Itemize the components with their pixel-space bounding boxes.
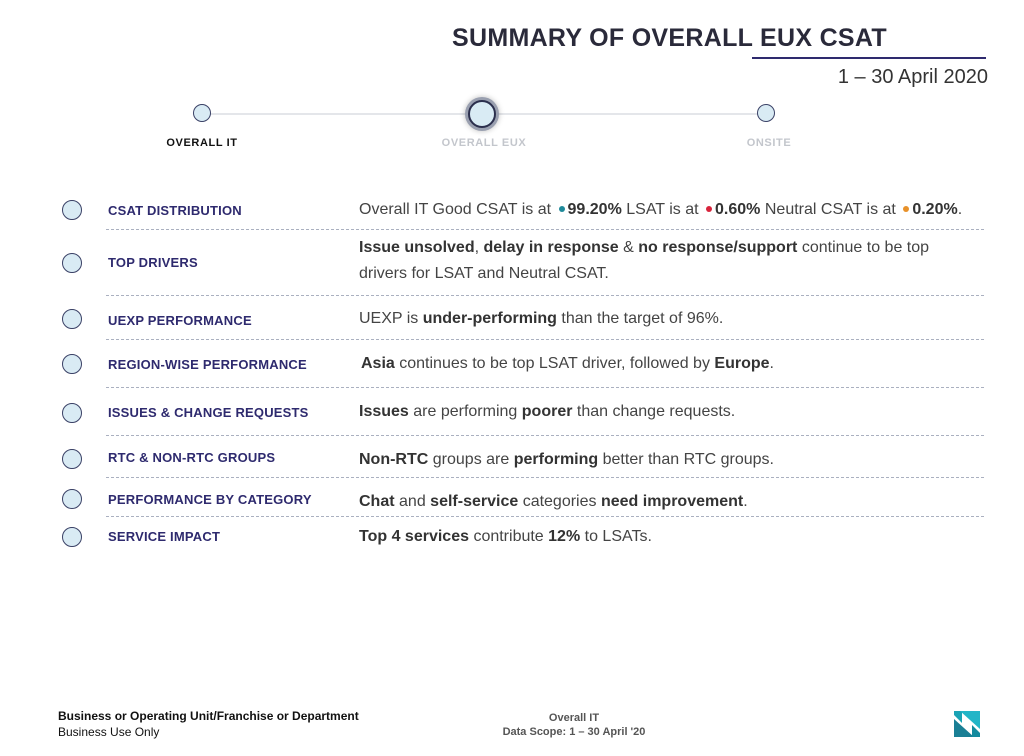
lsat-bullet-icon — [706, 206, 712, 212]
row-label-region-wise: REGION-WISE PERFORMANCE — [108, 357, 307, 372]
step-label-onsite[interactable]: ONSITE — [746, 137, 792, 149]
neutral-bullet-icon — [903, 206, 909, 212]
driver-3: no response/support — [638, 239, 798, 256]
uexp-text-2: than the target of 96%. — [561, 310, 724, 327]
rtc-performing: performing — [513, 451, 599, 468]
good-bullet-icon — [559, 206, 565, 212]
category-need-improvement: need improvement — [600, 493, 744, 510]
driver-sep-1: , — [474, 239, 480, 256]
service-text-1: contribute — [473, 528, 544, 545]
step-dot-overall-eux[interactable] — [468, 100, 496, 128]
service-percent: 12% — [548, 528, 581, 545]
row-dot-issues-change-requests — [62, 403, 82, 423]
footer-scope-title: Overall IT — [548, 712, 600, 724]
service-top-4: Top 4 services — [359, 528, 469, 545]
lsat-value: 0.60% — [715, 201, 761, 218]
rtc-text-1: groups are — [432, 451, 510, 468]
csat-text-3: Neutral CSAT is at — [764, 201, 896, 218]
row-dot-rtc-groups — [62, 449, 82, 469]
step-dot-onsite[interactable] — [757, 104, 775, 122]
rtc-non-rtc: Non-RTC — [359, 451, 429, 468]
row-label-issues-change-requests: ISSUES & CHANGE REQUESTS — [108, 405, 309, 420]
footer-classification: Business Use Only — [58, 725, 160, 739]
step-label-overall-it[interactable]: OVERALL IT — [166, 137, 238, 149]
row-text-performance-by-category — [359, 489, 979, 515]
region-europe: Europe — [714, 355, 770, 372]
issues-text-2: than change requests. — [576, 403, 736, 420]
issues-bold: Issues — [359, 403, 409, 420]
date-range: 1 – 30 April 2020 — [837, 66, 988, 88]
row-text-csat-distribution — [359, 197, 999, 223]
page-title: SUMMARY OF OVERALL EUX CSAT — [452, 24, 887, 52]
footer-scope-dates: Data Scope: 1 – 30 April '20 — [502, 726, 646, 738]
separator — [106, 295, 984, 296]
row-label-rtc-groups: RTC & NON-RTC GROUPS — [108, 450, 276, 465]
driver-2: delay in response — [483, 239, 619, 256]
row-dot-top-drivers — [62, 253, 82, 273]
row-text-issues-change-requests — [359, 399, 979, 425]
uexp-bold: under-performing — [422, 310, 557, 327]
service-text-2: to LSATs. — [584, 528, 652, 545]
row-label-uexp-performance: UEXP PERFORMANCE — [108, 313, 252, 328]
footer-unit: Business or Operating Unit/Franchise or Department — [58, 709, 359, 723]
company-logo-icon — [952, 709, 982, 739]
row-label-csat-distribution: CSAT DISTRIBUTION — [108, 203, 242, 218]
row-dot-uexp-performance — [62, 309, 82, 329]
driver-1: Issue unsolved — [359, 239, 475, 256]
separator — [106, 516, 984, 517]
title-underline — [752, 57, 986, 59]
issues-poorer: poorer — [521, 403, 573, 420]
row-dot-service-impact — [62, 527, 82, 547]
row-dot-csat-distribution — [62, 200, 82, 220]
separator — [106, 477, 984, 478]
rtc-text-2: better than RTC groups. — [602, 451, 774, 468]
step-dot-overall-it[interactable] — [193, 104, 211, 122]
separator — [106, 339, 984, 340]
uexp-text-1: UEXP is — [359, 310, 419, 327]
issues-text-1: are performing — [413, 403, 518, 420]
separator — [106, 387, 984, 388]
category-text-3: . — [743, 493, 748, 510]
separator — [106, 229, 984, 230]
region-asia: Asia — [361, 355, 395, 372]
row-text-region-wise — [361, 351, 981, 377]
category-chat: Chat — [359, 493, 395, 510]
row-label-performance-by-category: PERFORMANCE BY CATEGORY — [108, 492, 312, 507]
driver-text: continue to be top drivers for LSAT and Neutral CSAT. — [359, 239, 930, 282]
category-text-2: categories — [522, 493, 597, 510]
neutral-csat-value: 0.20% — [912, 201, 958, 218]
csat-text-1: Overall IT Good CSAT is at — [359, 201, 552, 218]
step-label-overall-eux[interactable]: OVERALL EUX — [441, 137, 527, 149]
row-text-service-impact — [359, 524, 979, 550]
row-text-uexp-performance — [359, 306, 979, 332]
category-self-service: self-service — [430, 493, 519, 510]
region-text-2: . — [769, 355, 774, 372]
driver-sep-2: & — [623, 239, 634, 256]
good-csat-value: 99.20% — [567, 201, 622, 218]
row-label-service-impact: SERVICE IMPACT — [108, 529, 221, 544]
row-text-rtc-groups — [359, 447, 979, 473]
csat-text-2: LSAT is at — [626, 201, 699, 218]
footer-left — [58, 708, 359, 740]
region-text-1: continues to be top LSAT driver, followed by — [399, 355, 710, 372]
separator — [106, 435, 984, 436]
footer-middle — [474, 711, 674, 739]
row-label-top-drivers: TOP DRIVERS — [108, 255, 198, 270]
csat-text-4: . — [957, 201, 963, 218]
row-dot-region-wise — [62, 354, 82, 374]
category-text-1: and — [399, 493, 426, 510]
row-text-top-drivers — [359, 235, 949, 287]
row-dot-performance-by-category — [62, 489, 82, 509]
